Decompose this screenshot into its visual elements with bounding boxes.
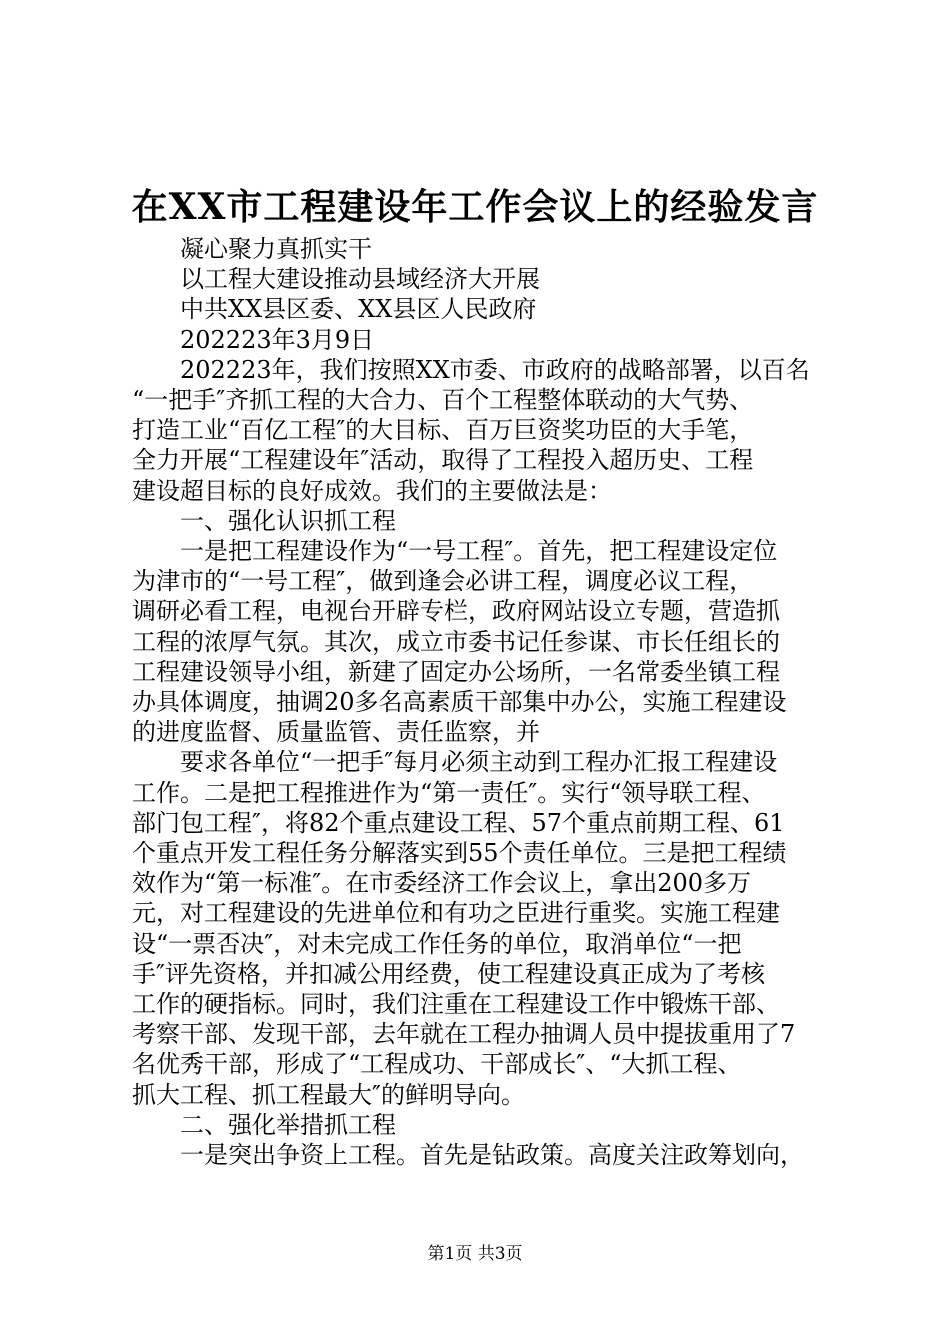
- text-line: 凝心聚力真抓实干: [180, 235, 372, 263]
- text-line: 全力开展“工程建设年″活动，取得了工程投入超历史、工程: [132, 446, 754, 475]
- text-line: 打造工业“百亿工程″的大目标、百万巨资奖功臣的大手笔，: [132, 416, 754, 445]
- text-line: 名优秀干部，形成了“工程成功、干部成长″、“大抓工程、: [132, 1050, 742, 1079]
- text-line: 抓大工程、抓工程最大″的鲜明导向。: [132, 1080, 525, 1109]
- text-line: 一、强化认识抓工程: [180, 506, 396, 535]
- page-footer: 第1页 共3页: [427, 1244, 523, 1264]
- text-line: 202223年3月9日: [180, 325, 375, 354]
- text-line: 工程的浓厚气氛。其次，成立市委书记任参谋、市长任组长的: [132, 627, 780, 656]
- text-line: 办具体调度，抽调20多名高素质干部集中办公，实施工程建设: [132, 688, 787, 717]
- text-line: 二、强化举措抓工程: [180, 1110, 396, 1139]
- text-line: 工作。二是把工程推进作为“第一责任″。实行“领导联工程、: [132, 778, 766, 807]
- text-line: “一把手″齐抓工程的大合力、百个工程整体联动的大气势、: [132, 386, 754, 415]
- text-line: 工程建设领导小组，新建了固定办公场所，一名常委坐镇工程: [132, 657, 780, 686]
- text-line: 要求各单位“一把手″每月必须主动到工程办汇报工程建设: [180, 748, 778, 777]
- text-line: 效作为“第一标准″。在市委经济工作会议上，拿出200多万: [132, 869, 752, 898]
- text-line: 设“一票否决″，对未完成工作任务的单位，取消单位“一把: [132, 929, 742, 958]
- text-line: 调研必看工程，电视台开辟专栏，政府网站设立专题，营造抓: [132, 597, 780, 626]
- document-title: 在XX市工程建设年工作会议上的经验发言: [131, 186, 819, 228]
- text-line: 中共XX县区委、XX县区人民政府: [180, 295, 537, 324]
- text-line: 元，对工程建设的先进单位和有功之臣进行重奖。实施工程建: [132, 899, 780, 928]
- text-line: 的进度监督、质量监管、责任监察，并: [132, 718, 540, 747]
- text-line: 工作的硬指标。同时，我们注重在工程建设工作中锻炼干部、: [132, 990, 780, 1019]
- text-line: 一是把工程建设作为“一号工程″。首先，把工程建设定位: [180, 537, 778, 566]
- text-line: 考察干部、发现干部，去年就在工程办抽调人员中提拔重用了7: [132, 1020, 796, 1049]
- text-line: 以工程大建设推动县域经济大开展: [180, 265, 540, 294]
- document-body: [132, 234, 832, 1170]
- text-line: 202223年，我们按照XX市委、市政府的战略部署，以百名: [180, 355, 810, 384]
- text-line: 建设超目标的良好成效。我们的主要做法是：: [132, 476, 612, 505]
- text-line: 个重点开发工程任务分解落实到55个责任单位。三是把工程绩: [132, 839, 787, 868]
- text-line: 一是突出争资上工程。首先是钻政策。高度关注政筹划向，: [180, 1141, 804, 1170]
- text-line: 为津市的“一号工程″，做到逢会必讲工程，调度必议工程，: [132, 567, 754, 596]
- text-line: 手″评先资格，并扣减公用经费，使工程建设真正成为了考核: [132, 959, 765, 988]
- text-line: 部门包工程″，将82个重点建设工程、57个重点前期工程、61: [132, 808, 785, 837]
